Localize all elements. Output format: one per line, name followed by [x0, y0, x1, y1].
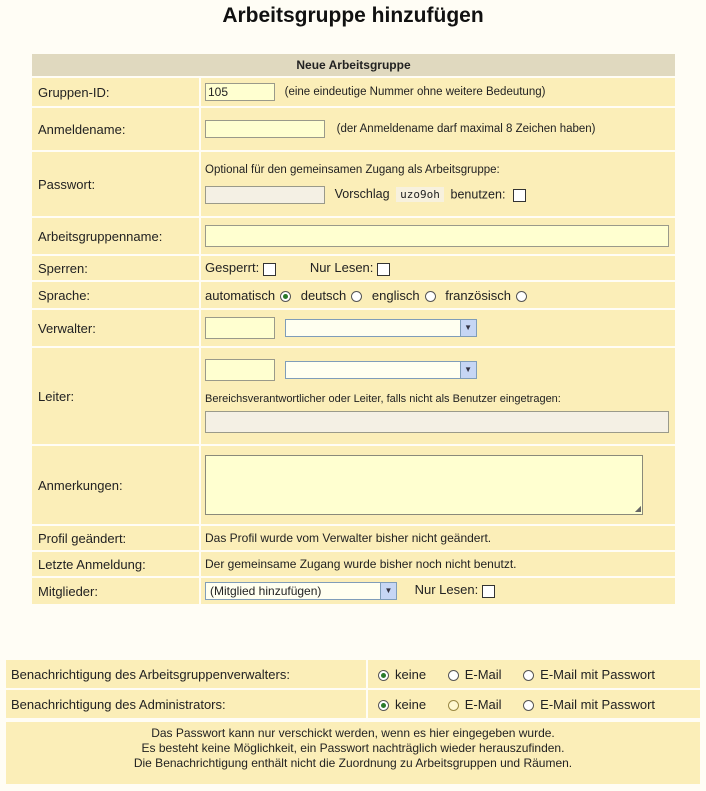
notify-admin-option-email-pw: E-Mail mit Passwort: [540, 696, 656, 712]
notify-admin-radio-email[interactable]: [448, 700, 459, 711]
language-radio-auto[interactable]: [280, 291, 291, 302]
members-select[interactable]: [205, 582, 397, 600]
login-name-hint: (der Anmeldename darf maximal 8 Zeichen haben): [336, 123, 596, 136]
notify-manager-option-none: keine: [395, 666, 427, 682]
language-label: Sprache:: [32, 282, 201, 308]
manager-input[interactable]: [205, 317, 275, 339]
notify-manager-radio-email-pw[interactable]: [523, 670, 534, 681]
profile-changed-label: Profil geändert:: [32, 526, 201, 550]
members-readonly-checkbox[interactable]: [482, 585, 495, 598]
notify-manager-option-email-pw: E-Mail mit Passwort: [540, 666, 656, 682]
password-suggestion: uzo9oh: [396, 187, 444, 202]
footer-line: Die Benachrichtigung enthält nicht die Zuordnung zu Arbeitsgruppen und Räumen.: [133, 756, 573, 770]
footer-line: Das Passwort kann nur verschickt werden, wenn es hier eingegeben wurde.: [151, 726, 555, 740]
notify-admin-radio-email-pw[interactable]: [523, 700, 534, 711]
chevron-down-icon: ▼: [460, 320, 476, 336]
members-label: Mitglieder:: [32, 578, 201, 604]
locked-checkbox[interactable]: [263, 263, 276, 276]
language-radio-de[interactable]: [351, 291, 362, 302]
login-name-input[interactable]: [205, 120, 325, 138]
last-login-label: Letzte Anmeldung:: [32, 552, 201, 576]
notification-table: [6, 658, 700, 720]
members-readonly-label: Nur Lesen:: [414, 582, 479, 598]
leader-note: Bereichsverantwortlicher oder Leiter, falls nicht als Benutzer eingetragen:: [205, 393, 561, 405]
group-name-label: Arbeitsgruppenname:: [32, 218, 201, 254]
language-radio-en[interactable]: [425, 291, 436, 302]
page-title: Arbeitsgruppe hinzufügen: [222, 4, 484, 27]
leader-label: Leiter:: [32, 348, 201, 444]
suggest-prefix: Vorschlag: [334, 187, 390, 202]
login-name-label: Anmeldename:: [32, 108, 201, 150]
resize-grip-icon[interactable]: ◢: [634, 504, 641, 513]
group-id-input[interactable]: 105: [205, 83, 275, 101]
locked-label: Gesperrt:: [205, 260, 260, 276]
notify-admin-radio-group: [368, 690, 700, 718]
last-login-value: Der gemeinsame Zugang wurde bisher noch nicht benutzt.: [201, 552, 675, 576]
leader-select[interactable]: [285, 361, 477, 379]
notify-admin-radio-none[interactable]: [378, 700, 389, 711]
notify-manager-radio-group: [368, 660, 700, 688]
language-option-de: deutsch: [300, 287, 347, 303]
language-option-auto: automatisch: [205, 287, 276, 303]
notify-admin-option-email: E-Mail: [464, 696, 502, 712]
language-radio-group: [201, 282, 675, 308]
manager-label: Verwalter:: [32, 310, 201, 346]
chevron-down-icon: ▼: [380, 583, 396, 599]
notify-admin-option-none: keine: [395, 696, 427, 712]
remarks-textarea[interactable]: [205, 455, 643, 515]
notify-manager-label: Benachrichtigung des Arbeitsgruppenverwalters:: [6, 660, 368, 688]
group-id-label: Gruppen-ID:: [32, 78, 201, 106]
notify-admin-label: Benachrichtigung des Administrators:: [6, 690, 368, 718]
footer-line: Es besteht keine Möglichkeit, ein Passwort nachträglich wieder herauszufinden.: [141, 741, 565, 755]
group-id-hint: (eine eindeutige Nummer ohne weitere Bedeutung): [284, 86, 546, 99]
notify-manager-radio-email[interactable]: [448, 670, 459, 681]
leader-external-input[interactable]: [205, 411, 669, 433]
language-radio-fr[interactable]: [516, 291, 527, 302]
chevron-down-icon: ▼: [460, 362, 476, 378]
readonly-label: Nur Lesen:: [309, 260, 374, 276]
manager-select[interactable]: [285, 319, 477, 337]
notify-manager-radio-none[interactable]: [378, 670, 389, 681]
language-option-fr: französisch: [445, 287, 511, 303]
leader-input[interactable]: [205, 359, 275, 381]
password-label: Passwort:: [32, 152, 201, 216]
suggest-suffix: benutzen:: [450, 187, 506, 202]
workgroup-form: [32, 52, 675, 606]
remarks-label: Anmerkungen:: [32, 446, 201, 524]
password-input[interactable]: [205, 186, 325, 204]
language-option-en: englisch: [371, 287, 420, 303]
profile-changed-value: Das Profil wurde vom Verwalter bisher nicht geändert.: [201, 526, 675, 550]
footer-notice: [6, 722, 700, 784]
lock-label: Sperren:: [32, 256, 201, 280]
password-note: Optional für den gemeinsamen Zugang als Arbeitsgruppe:: [205, 164, 500, 176]
form-header: Neue Arbeitsgruppe: [32, 54, 675, 76]
readonly-checkbox[interactable]: [377, 263, 390, 276]
group-name-input[interactable]: [205, 225, 669, 247]
notify-manager-option-email: E-Mail: [464, 666, 502, 682]
members-select-value: (Mitglied hinzufügen): [210, 584, 322, 598]
use-suggestion-checkbox[interactable]: [513, 189, 526, 202]
